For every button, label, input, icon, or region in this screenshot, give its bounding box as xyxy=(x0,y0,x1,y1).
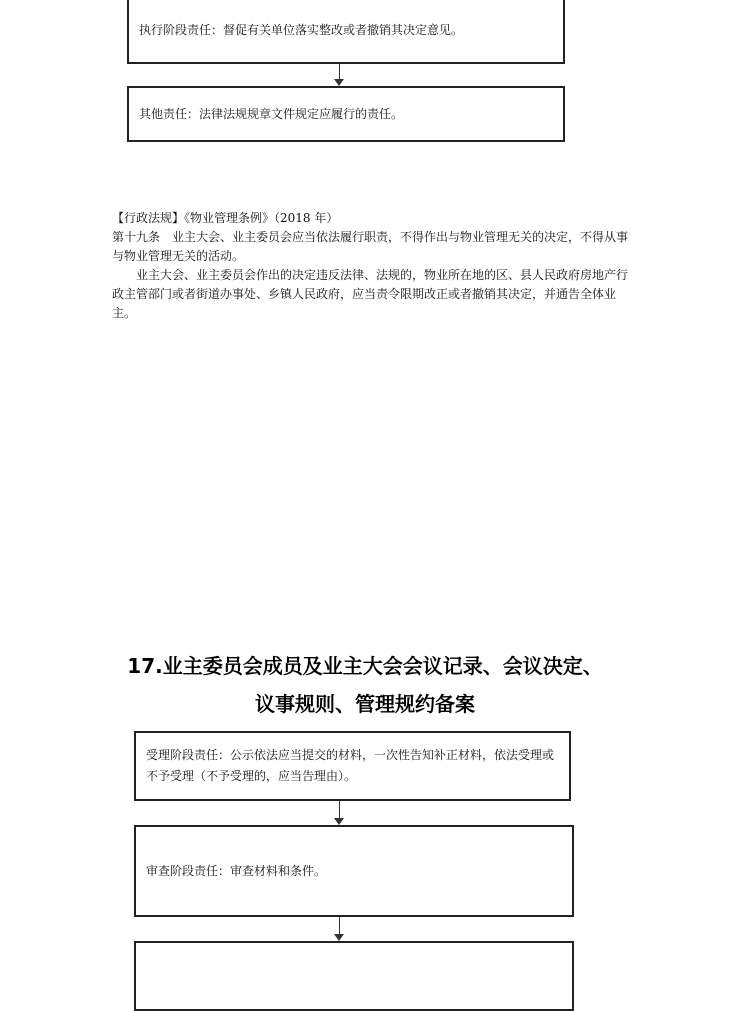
execution-stage-box xyxy=(127,0,565,64)
regulation-block xyxy=(112,209,632,323)
review-stage-box xyxy=(134,825,574,917)
regulation-paragraph-1: 第十九条 业主大会、业主委员会应当依法履行职责，不得作出与物业管理无关的决定，不得从事与物业管理无关的活动。 xyxy=(112,230,629,263)
other-responsibility-box xyxy=(127,86,565,142)
section-title-line-1: 17.业主委员会成员及业主大会会议记录、会议决定、 xyxy=(127,654,603,678)
flow-arrow-1 xyxy=(334,64,346,86)
accept-stage-text: 受理阶段责任：公示依法应当提交的材料，一次性告知补正材料，依法受理或不予受理（不予受理的，应当告理由）。 xyxy=(146,748,555,783)
review-stage-text: 审查阶段责任：审查材料和条件。 xyxy=(146,864,327,878)
regulation-paragraph-2: 业主大会、业主委员会作出的决定违反法律、法规的，物业所在地的区、县人民政府房地产行政主管部门或者街道办事处、乡镇人民政府，应当责令限期改正或者撤销其决定，并通告全体业主。 xyxy=(112,268,629,320)
execution-stage-text: 执行阶段责任：督促有关单位落实整改或者撤销其决定意见。 xyxy=(139,23,464,37)
next-stage-box xyxy=(134,941,574,1011)
other-responsibility-text: 其他责任：法律法规规章文件规定应履行的责任。 xyxy=(139,107,404,121)
flow-arrow-2 xyxy=(334,801,346,825)
accept-stage-box xyxy=(134,731,571,801)
section-title-line-2: 议事规则、管理规约备案 xyxy=(255,692,475,716)
regulation-heading: 【行政法规】《物业管理条例》（2018 年） xyxy=(112,211,339,225)
flow-arrow-3 xyxy=(334,917,346,941)
